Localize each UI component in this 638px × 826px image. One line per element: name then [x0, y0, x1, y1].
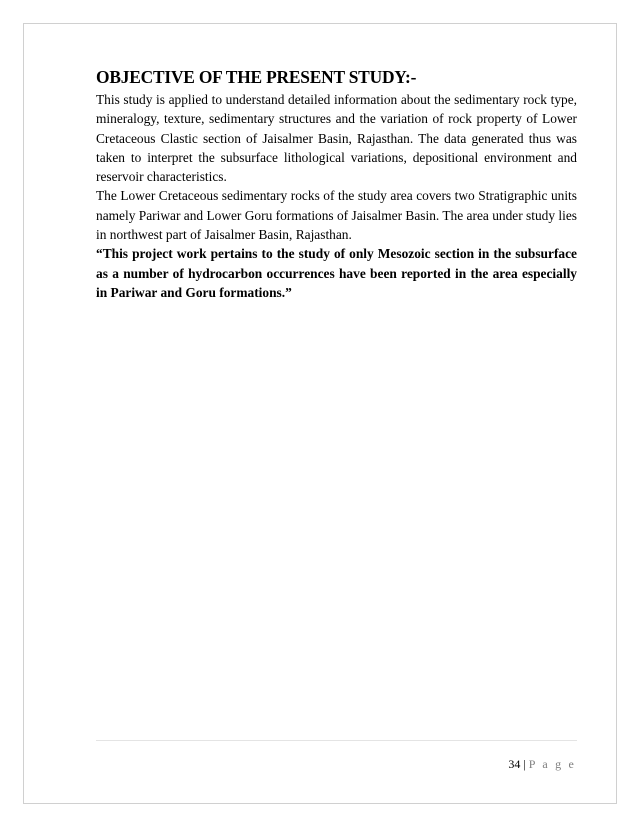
page-content [96, 66, 577, 302]
objective-paragraph: This study is applied to understand detailed information about the sedimentary rock type, mineralogy, texture, sedimentary structures and the variation of rock property of Lower Cretaceous Clastic section of Jaisalmer Basin, Rajasthan. The data generated thus was taken to interpret the subsurface lithological variations, depositional environment and reservoir characteristics. [96, 92, 577, 185]
section-heading: OBJECTIVE OF THE PRESENT STUDY:- [96, 67, 417, 87]
study-area-paragraph: The Lower Cretaceous sedimentary rocks of the study area covers two Stratigraphic units namely Pariwar and Lower Goru formations of Jaisalmer Basin. The area under study lies in northwest part of Jaisalmer Basin, Rajasthan. [96, 188, 577, 243]
page-label: P a g e [528, 757, 576, 771]
footer-separator: | [520, 757, 529, 771]
footer-divider [96, 740, 577, 741]
page-footer [508, 757, 576, 771]
project-scope-quote: “This project work pertains to the study of only Mesozoic section in the subsurface as a number of hydrocarbon occurrences have been reported in the area especially in Pariwar and Goru formations.” [96, 246, 577, 300]
page-number: 34 [508, 757, 521, 771]
